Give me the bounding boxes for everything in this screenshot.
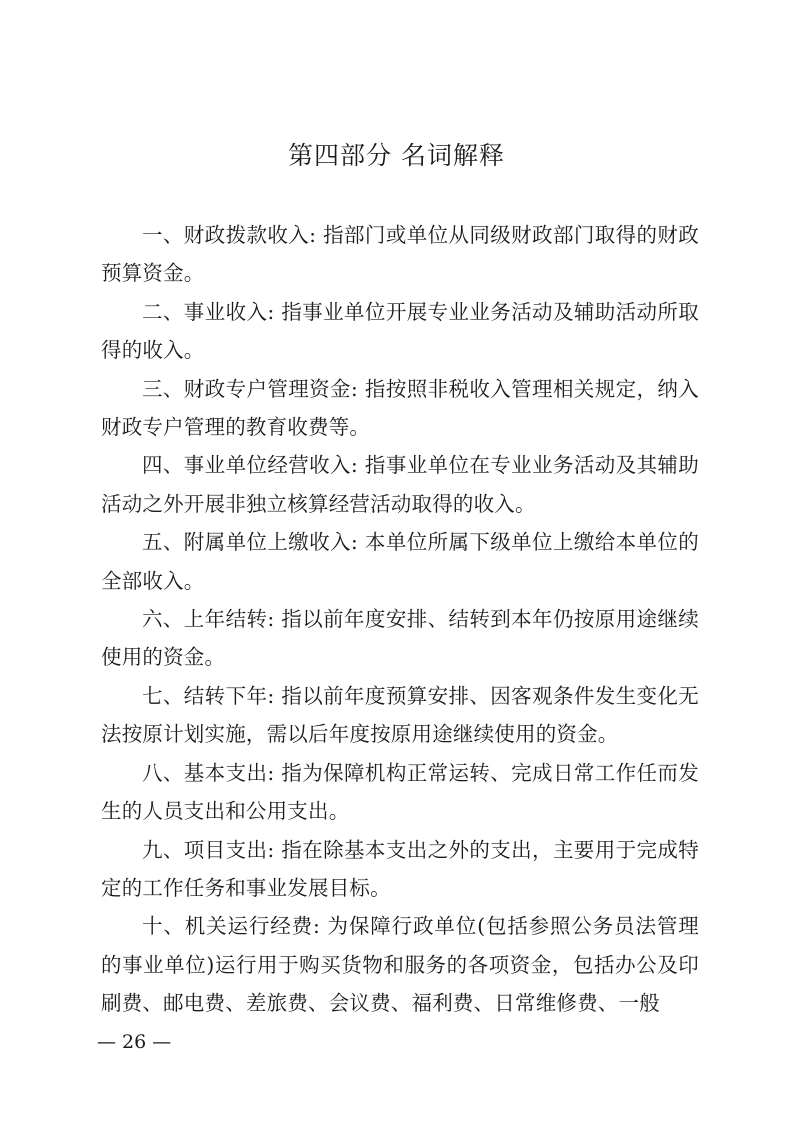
definition-paragraph: 八、基本支出: 指为保障机构正常运转、完成日常工作任而发生的人员支出和公用支出。 [101,760,699,824]
document-body [101,216,699,1023]
definition-paragraph: 二、事业收入: 指事业单位开展专业业务活动及辅助活动所取得的收入。 [101,299,699,363]
definition-paragraph: 四、事业单位经营收入: 指事业单位在专业业务活动及其辅助活动之外开展非独立核算经营活动取得的收入。 [101,453,699,516]
definition-paragraph: 十、机关运行经费: 为保障行政单位(包括参照公务员法管理的事业单位)运行用于购买货物和服务的各项资金，包括办公及印刷费、邮电费、差旅费、会议费、福利费、日常维修费、一般 [101,914,699,1016]
page-title: 第四部分 名词解释 [288,141,505,170]
definition-paragraph: 七、结转下年: 指以前年度预算安排、因客观条件发生变化无法按原计划实施，需以后年度按原用途继续使用的资金。 [101,683,699,747]
definition-paragraph: 一、财政拨款收入: 指部门或单位从同级财政部门取得的财政预算资金。 [101,223,699,286]
page-number: — 26 — [97,1031,172,1053]
definition-paragraph: 六、上年结转: 指以前年度安排、结转到本年仍按原用途继续使用的资金。 [101,607,699,670]
definition-paragraph: 三、财政专户管理资金: 指按照非税收入管理相关规定，纳入财政专户管理的教育收费等。 [101,376,699,440]
definition-paragraph: 五、附属单位上缴收入: 本单位所属下级单位上缴给本单位的全部收入。 [101,530,699,593]
definition-paragraph: 九、项目支出: 指在除基本支出之外的支出，主要用于完成特定的工作任务和事业发展目标。 [101,837,699,900]
